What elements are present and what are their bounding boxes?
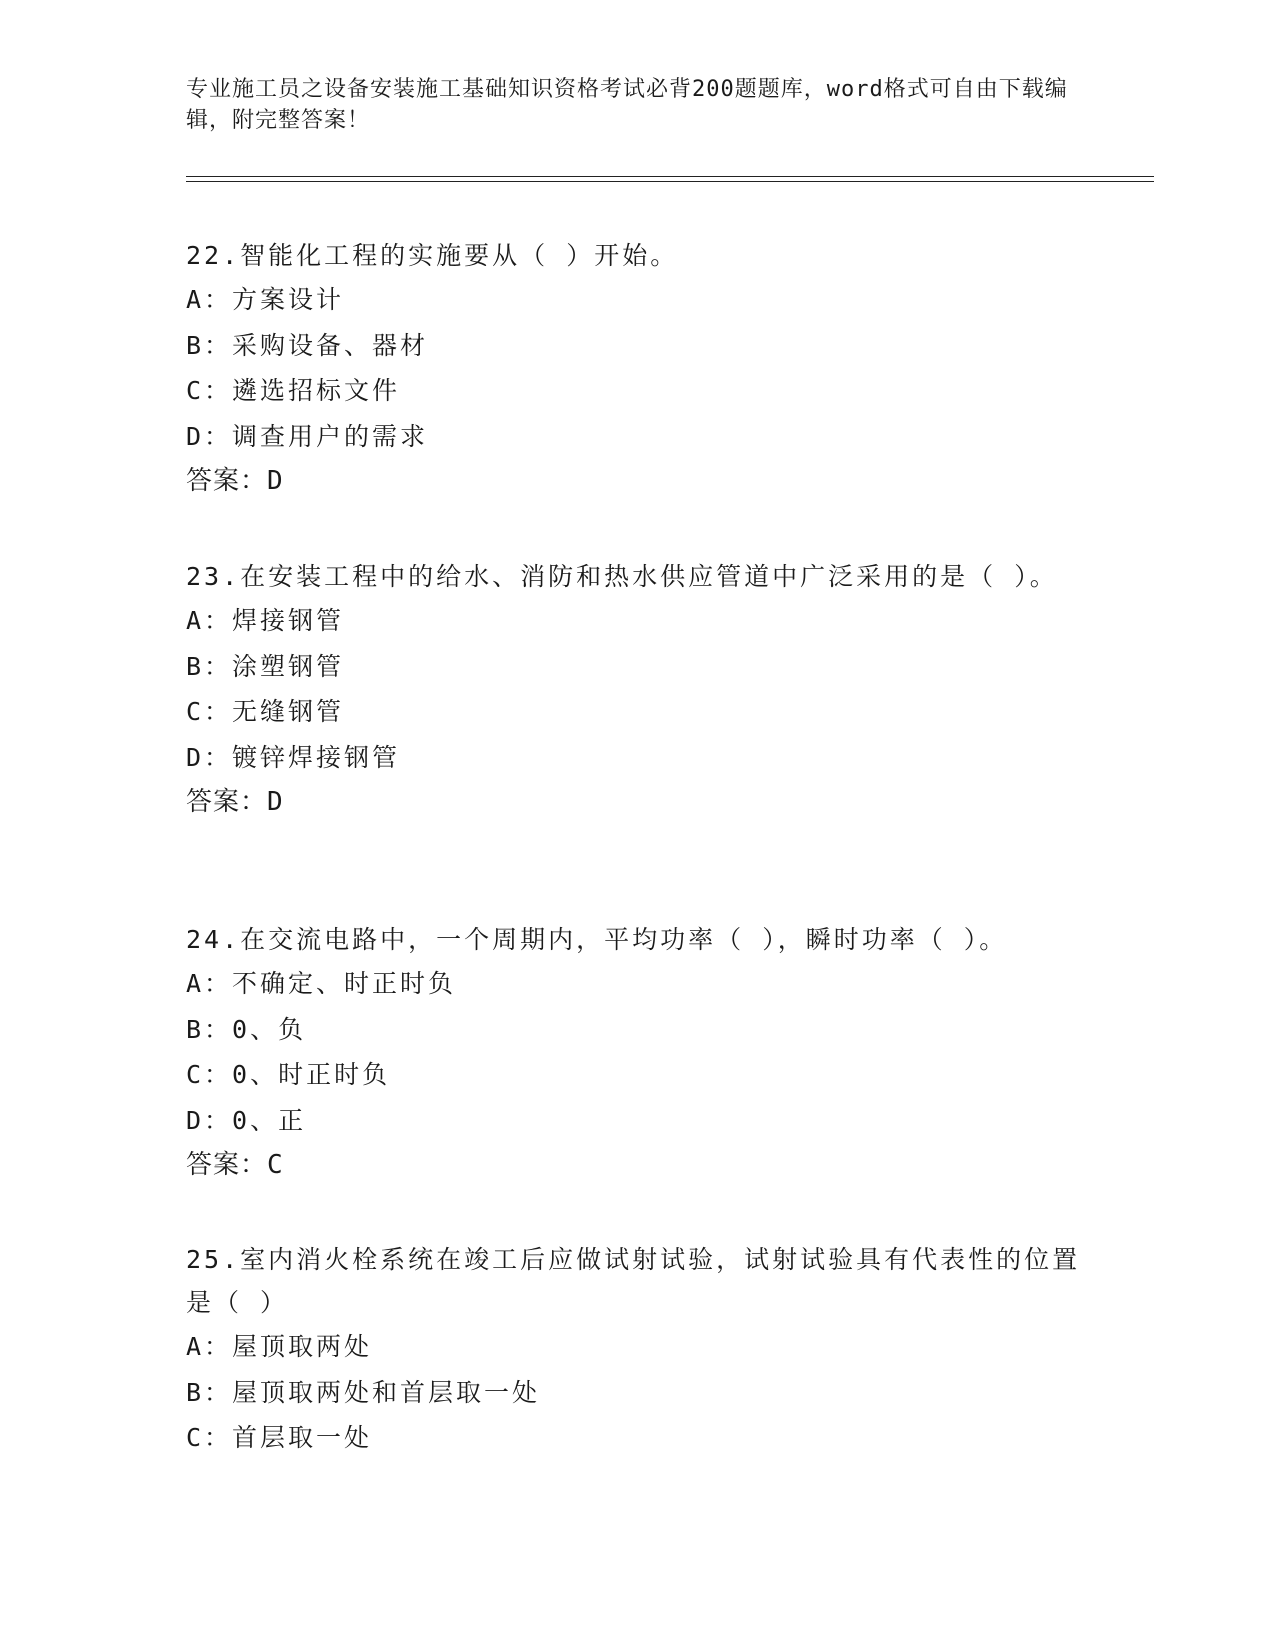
option-d: D：调查用户的需求: [186, 421, 429, 451]
answer: 答案：D: [186, 787, 284, 817]
question-22: [186, 234, 1086, 505]
question-stem: 22.智能化工程的实施要从（ ）开始。: [186, 241, 679, 270]
option-c: C：无缝钢管: [186, 697, 345, 726]
option-d: D：0、正: [186, 1105, 307, 1135]
answer: 答案：D: [186, 466, 284, 496]
option-c: C：遴选招标文件: [186, 376, 401, 405]
option-b: B：0、负: [186, 1014, 307, 1044]
option-b: B：涂塑钢管: [186, 651, 345, 681]
question-stem: 23.在安装工程中的给水、消防和热水供应管道中广泛采用的是（ ）。: [186, 562, 1058, 591]
option-b: B：采购设备、器材: [186, 330, 429, 360]
answer: 答案：C: [186, 1150, 284, 1180]
option-b: B：屋顶取两处和首层取一处: [186, 1377, 541, 1407]
option-c: C：首层取一处: [186, 1423, 373, 1452]
question-stem: 24.在交流电路中，一个周期内，平均功率（ ），瞬时功率（ ）。: [186, 925, 1008, 954]
option-d: D：镀锌焊接钢管: [186, 742, 401, 772]
question-24: [186, 918, 1086, 1189]
header-divider-bottom: [186, 181, 1154, 182]
header-divider-top: [186, 176, 1154, 177]
question-stem: 25.室内消火栓系统在竣工后应做试射试验，试射试验具有代表性的位置是（ ）: [186, 1245, 1081, 1317]
option-a: A：不确定、时正时负: [186, 969, 457, 998]
option-a: A：方案设计: [186, 285, 345, 314]
option-c: C：0、时正时负: [186, 1060, 391, 1089]
question-25: [186, 1238, 1086, 1461]
option-a: A：焊接钢管: [186, 606, 345, 635]
question-23: [186, 555, 1086, 826]
option-a: A：屋顶取两处: [186, 1332, 373, 1361]
document-header: 专业施工员之设备安装施工基础知识资格考试必背200题题库，word格式可自由下载编辑，附完整答案！: [186, 77, 1068, 133]
